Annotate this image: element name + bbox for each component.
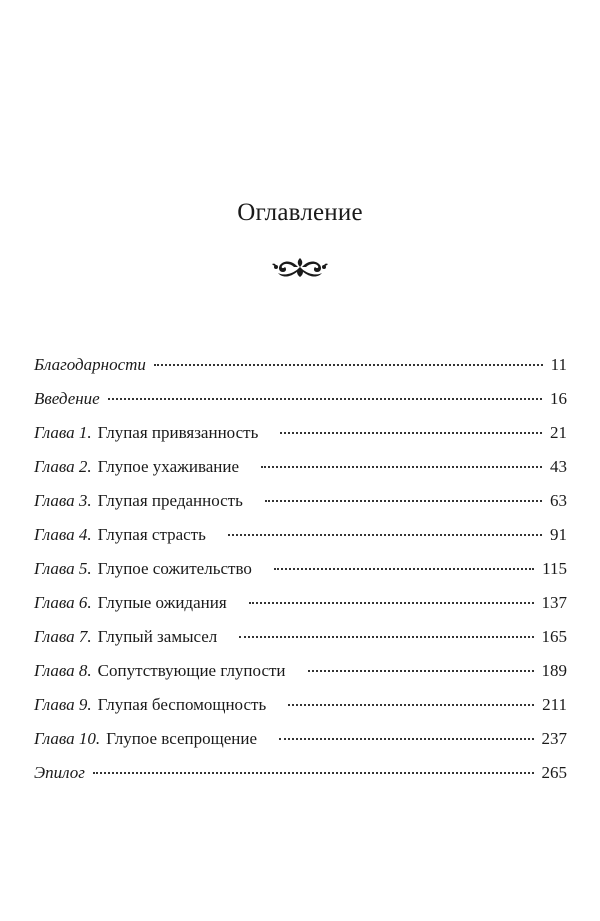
chapter-title: Глупая преданность [97, 491, 243, 510]
toc-page-number: 43 [550, 457, 567, 476]
toc-row-introduction[interactable] [34, 389, 567, 423]
chapter-number: Глава 8. [34, 661, 92, 680]
dot-leader [261, 466, 542, 468]
toc-page-number: 165 [541, 627, 567, 646]
chapter-title: Глупое всепрощение [106, 729, 257, 748]
toc-row-acknowledgments[interactable] [34, 355, 567, 389]
toc-label [34, 457, 239, 477]
toc-label [34, 423, 258, 443]
chapter-number: Глава 6. [34, 593, 92, 612]
page-title: Оглавление [237, 199, 363, 226]
dot-leader [280, 432, 542, 434]
table-of-contents [34, 355, 567, 797]
toc-label [34, 661, 286, 681]
toc-label [34, 729, 257, 749]
toc-label [34, 491, 243, 511]
dot-leader [265, 500, 542, 502]
toc-page-number: 137 [541, 593, 567, 612]
toc-row-chapter-6[interactable] [34, 593, 567, 627]
chapter-title: Глупая привязанность [97, 423, 259, 442]
toc-page-number: 115 [542, 559, 567, 578]
toc-row-chapter-2[interactable] [34, 457, 567, 491]
chapter-title: Глупое сожительство [97, 559, 252, 578]
toc-row-chapter-7[interactable] [34, 627, 567, 661]
fleuron-ornament-icon [270, 252, 330, 282]
chapter-number: Глава 5. [34, 559, 92, 578]
chapter-number: Глава 1. [34, 423, 92, 442]
toc-label [34, 695, 266, 715]
toc-page-number: 189 [541, 661, 567, 680]
dot-leader [249, 602, 534, 604]
chapter-number: Глава 9. [34, 695, 92, 714]
dot-leader [308, 670, 534, 672]
toc-page-number: 63 [550, 491, 567, 510]
dot-leader [228, 534, 542, 536]
toc-page-number: 91 [550, 525, 567, 544]
toc-row-chapter-8[interactable] [34, 661, 567, 695]
toc-page-number: 21 [550, 423, 567, 442]
chapter-number: Глава 10. [34, 729, 101, 748]
toc-label: Благодарности [34, 355, 146, 374]
dot-leader [154, 364, 543, 366]
dot-leader [274, 568, 534, 570]
dot-leader [93, 772, 534, 774]
toc-page-number: 11 [550, 355, 567, 374]
toc-page-number: 211 [542, 695, 567, 714]
toc-row-chapter-4[interactable] [34, 525, 567, 559]
toc-label [34, 593, 227, 613]
chapter-title: Глупая беспомощность [97, 695, 267, 714]
toc-row-chapter-3[interactable] [34, 491, 567, 525]
chapter-title: Глупая страсть [97, 525, 206, 544]
toc-row-chapter-9[interactable] [34, 695, 567, 729]
chapter-number: Глава 7. [34, 627, 92, 646]
chapter-title: Глупое ухаживание [97, 457, 240, 476]
toc-row-epilogue[interactable] [34, 763, 567, 797]
toc-label [34, 627, 217, 647]
toc-label [34, 559, 252, 579]
dot-leader [279, 738, 534, 740]
chapter-number: Глава 2. [34, 457, 92, 476]
toc-label [34, 525, 206, 545]
toc-row-chapter-5[interactable] [34, 559, 567, 593]
toc-label: Введение [34, 389, 100, 408]
dot-leader [288, 704, 534, 706]
dot-leader [239, 636, 533, 638]
toc-page-number: 16 [550, 389, 567, 408]
chapter-number: Глава 4. [34, 525, 92, 544]
chapter-title: Сопутствующие глупости [97, 661, 286, 680]
toc-page-number: 265 [541, 763, 567, 782]
chapter-title: Глупый замысел [97, 627, 218, 646]
toc-row-chapter-10[interactable] [34, 729, 567, 763]
chapter-number: Глава 3. [34, 491, 92, 510]
toc-label: Эпилог [34, 763, 85, 782]
toc-row-chapter-1[interactable] [34, 423, 567, 457]
toc-page-number: 237 [541, 729, 567, 748]
chapter-title: Глупые ожидания [97, 593, 227, 612]
dot-leader [108, 398, 542, 400]
